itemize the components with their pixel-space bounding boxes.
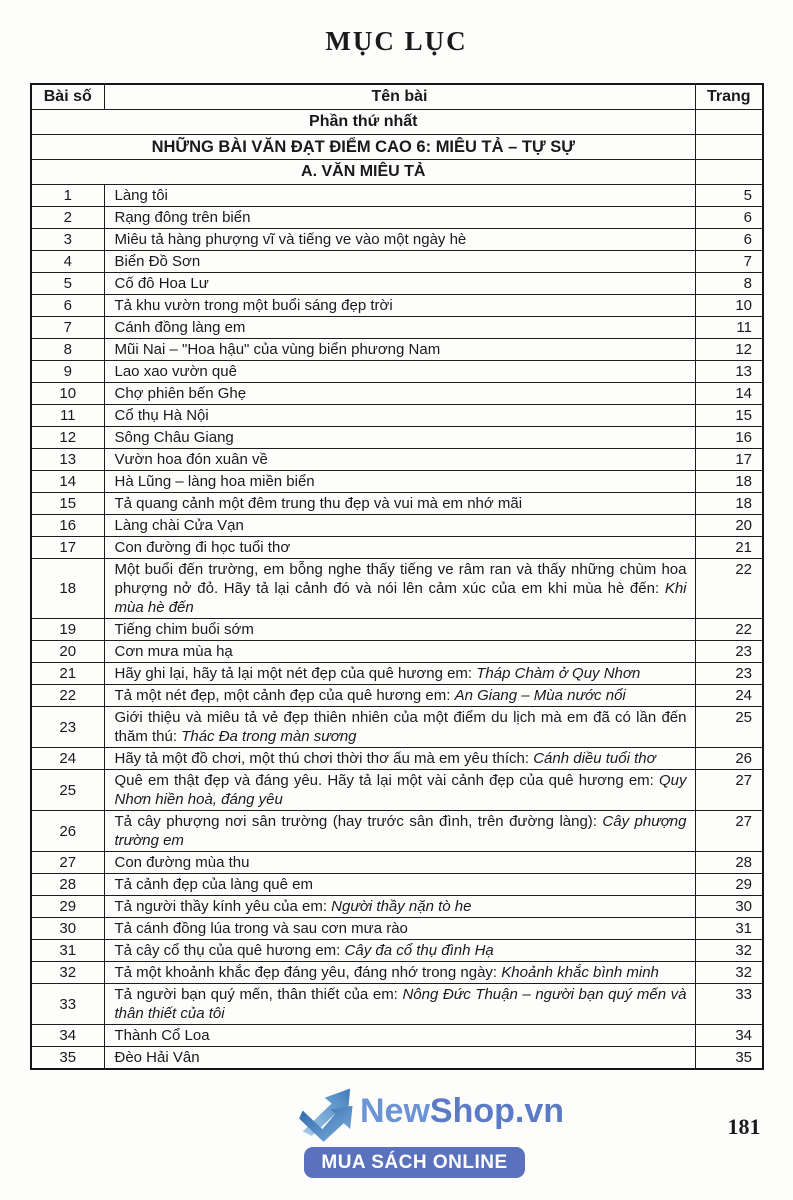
- table-header-row: [31, 84, 763, 110]
- row-title: Miêu tả hàng phượng vĩ và tiếng ve vào một ngày hè: [104, 229, 695, 251]
- row-title-italic: Khoảnh khắc bình minh: [501, 964, 659, 981]
- row-number: 23: [31, 707, 104, 748]
- row-number: 15: [31, 493, 104, 515]
- table-row: [31, 663, 763, 685]
- table-row: [31, 641, 763, 663]
- row-title: Rạng đông trên biển: [104, 207, 695, 229]
- row-title: Hà Lũng – làng hoa miền biển: [104, 471, 695, 493]
- row-page: 18: [695, 471, 763, 493]
- row-page: 22: [695, 619, 763, 641]
- row-title: Đèo Hải Vân: [104, 1047, 695, 1070]
- header-trang: Trang: [695, 84, 763, 110]
- page-title: MỤC LỤC: [325, 26, 468, 56]
- row-page: 6: [695, 229, 763, 251]
- row-number: 10: [31, 383, 104, 405]
- row-page: 27: [695, 770, 763, 811]
- empty-cell: [695, 160, 763, 185]
- row-page: 32: [695, 940, 763, 962]
- row-number: 24: [31, 748, 104, 770]
- row-title: Tả cánh đồng lúa trong và sau cơn mưa rào: [104, 918, 695, 940]
- mua-sach-online-badge: MUA SÁCH ONLINE: [304, 1147, 525, 1178]
- row-number: 35: [31, 1047, 104, 1070]
- row-page: 32: [695, 962, 763, 984]
- row-title: Tả quang cảnh một đêm trung thu đẹp và vui mà em nhớ mãi: [104, 493, 695, 515]
- row-title-italic: Tháp Chàm ở Quy Nhơn: [476, 665, 641, 682]
- row-title-italic: Nông Đức Thuận – người bạn quý mến và thân thiết của tôi: [114, 986, 687, 1022]
- row-number: 33: [31, 984, 104, 1025]
- row-title: Cố đô Hoa Lư: [104, 273, 695, 295]
- row-page: 24: [695, 685, 763, 707]
- row-page: 17: [695, 449, 763, 471]
- row-title-italic: Cây phượng trường em: [114, 813, 687, 849]
- row-title: Tả một khoảnh khắc đẹp đáng yêu, đáng nhớ trong ngày: Khoảnh khắc bình minh: [104, 962, 695, 984]
- row-page: 25: [695, 707, 763, 748]
- row-page: 22: [695, 559, 763, 619]
- table-row: [31, 185, 763, 207]
- row-page: 33: [695, 984, 763, 1025]
- row-number: 1: [31, 185, 104, 207]
- row-page: 27: [695, 811, 763, 852]
- row-title: Con đường đi học tuổi thơ: [104, 537, 695, 559]
- table-row: [31, 852, 763, 874]
- row-title: Tiếng chim buổi sớm: [104, 619, 695, 641]
- row-title: Cổ thụ Hà Nội: [104, 405, 695, 427]
- section-main-title: NHỮNG BÀI VĂN ĐẠT ĐIỂM CAO 6: MIÊU TẢ – TỰ SỰ: [31, 135, 695, 160]
- row-title: Lao xao vườn quê: [104, 361, 695, 383]
- row-page: 11: [695, 317, 763, 339]
- table-row: [31, 383, 763, 405]
- logo-word-new: New: [360, 1092, 430, 1130]
- empty-cell: [695, 135, 763, 160]
- row-page: 13: [695, 361, 763, 383]
- table-row: [31, 874, 763, 896]
- row-page: 20: [695, 515, 763, 537]
- row-title-italic: Cây đa cổ thụ đình Hạ: [344, 942, 494, 959]
- row-title-italic: An Giang – Mùa nước nổi: [454, 687, 626, 704]
- row-number: 3: [31, 229, 104, 251]
- row-title-italic: Khi mùa hè đến: [114, 580, 687, 616]
- row-title: Tả người bạn quý mến, thân thiết của em: Nông Đức Thuận – người bạn quý mến và thân thiết của tôi: [104, 984, 695, 1025]
- row-title: Cơn mưa mùa hạ: [104, 641, 695, 663]
- row-number: 22: [31, 685, 104, 707]
- row-title: Sông Châu Giang: [104, 427, 695, 449]
- table-row: [31, 1047, 763, 1070]
- row-title: Biển Đồ Sơn: [104, 251, 695, 273]
- row-number: 6: [31, 295, 104, 317]
- toc-table: [30, 83, 764, 1070]
- row-title-italic: Cánh diều tuổi thơ: [533, 750, 656, 767]
- table-row: [31, 962, 763, 984]
- logo-word-shop: Shop.vn: [429, 1092, 565, 1130]
- row-number: 34: [31, 1025, 104, 1047]
- row-page: 8: [695, 273, 763, 295]
- table-row: [31, 918, 763, 940]
- table-row: [31, 493, 763, 515]
- table-row: [31, 685, 763, 707]
- section-row: [31, 135, 763, 160]
- row-page: 34: [695, 1025, 763, 1047]
- row-number: 8: [31, 339, 104, 361]
- row-number: 16: [31, 515, 104, 537]
- row-number: 14: [31, 471, 104, 493]
- row-title-italic: Thác Đa trong màn sương: [181, 728, 357, 745]
- row-title: Thành Cổ Loa: [104, 1025, 695, 1047]
- row-page: 15: [695, 405, 763, 427]
- row-number: 25: [31, 770, 104, 811]
- row-title: Con đường mùa thu: [104, 852, 695, 874]
- row-page: 5: [695, 185, 763, 207]
- row-title: Tả khu vườn trong một buổi sáng đẹp trời: [104, 295, 695, 317]
- row-number: 29: [31, 896, 104, 918]
- row-number: 13: [31, 449, 104, 471]
- table-row: [31, 229, 763, 251]
- row-number: 21: [31, 663, 104, 685]
- table-row: [31, 811, 763, 852]
- row-number: 2: [31, 207, 104, 229]
- table-row: [31, 317, 763, 339]
- newshop-logo: [296, 1085, 564, 1143]
- row-page: 23: [695, 641, 763, 663]
- row-title: Một buổi đến trường, em bỗng nghe thấy tiếng ve râm ran và thấy những chùm hoa phượng nở đỏ. Hãy tả lại cảnh đó và nói lên cảm xúc của em khi mùa hè đến: Khi mùa hè đến: [104, 559, 695, 619]
- page-number: 181: [727, 1114, 761, 1139]
- row-title-italic: Quy Nhơn hiền hoà, đáng yêu: [114, 772, 687, 808]
- row-page: 16: [695, 427, 763, 449]
- row-number: 28: [31, 874, 104, 896]
- row-page: 14: [695, 383, 763, 405]
- row-number: 11: [31, 405, 104, 427]
- table-row: [31, 707, 763, 748]
- table-row: [31, 207, 763, 229]
- table-row: [31, 619, 763, 641]
- row-title: Hãy tả một đồ chơi, một thú chơi thời thơ ấu mà em yêu thích: Cánh diều tuổi thơ: [104, 748, 695, 770]
- row-number: 31: [31, 940, 104, 962]
- row-title: Hãy ghi lại, hãy tả lại một nét đẹp của quê hương em: Tháp Chàm ở Quy Nhơn: [104, 663, 695, 685]
- row-number: 20: [31, 641, 104, 663]
- row-page: 31: [695, 918, 763, 940]
- row-title: Tả người thầy kính yêu của em: Người thầy nặn tò he: [104, 896, 695, 918]
- row-title: Vườn hoa đón xuân về: [104, 449, 695, 471]
- header-bai-so: Bài số: [31, 84, 104, 110]
- table-row: [31, 559, 763, 619]
- section-part-title: Phần thứ nhất: [31, 110, 695, 135]
- row-page: 12: [695, 339, 763, 361]
- table-row: [31, 361, 763, 383]
- table-row: [31, 251, 763, 273]
- table-row: [31, 896, 763, 918]
- row-number: 19: [31, 619, 104, 641]
- section-subsection-title: A. VĂN MIÊU TẢ: [31, 160, 695, 185]
- row-number: 30: [31, 918, 104, 940]
- table-row: [31, 940, 763, 962]
- row-number: 4: [31, 251, 104, 273]
- table-row: [31, 405, 763, 427]
- row-title: Tả một nét đẹp, một cảnh đẹp của quê hương em: An Giang – Mùa nước nổi: [104, 685, 695, 707]
- row-title: Tả cây cổ thụ của quê hương em: Cây đa cổ thụ đình Hạ: [104, 940, 695, 962]
- row-page: 26: [695, 748, 763, 770]
- row-title: Quê em thật đẹp và đáng yêu. Hãy tả lại một vài cảnh đẹp của quê hương em: Quy Nhơn hiền hoà, đáng yêu: [104, 770, 695, 811]
- row-page: 35: [695, 1047, 763, 1070]
- table-row: [31, 984, 763, 1025]
- row-title: Mũi Nai – "Hoa hậu" của vùng biển phương Nam: [104, 339, 695, 361]
- row-number: 27: [31, 852, 104, 874]
- empty-cell: [695, 110, 763, 135]
- table-row: [31, 427, 763, 449]
- row-page: 28: [695, 852, 763, 874]
- section-row: [31, 110, 763, 135]
- row-title: Tả cây phượng nơi sân trường (hay trước sân đình, trên đường làng): Cây phượng trường em: [104, 811, 695, 852]
- header-ten-bai: Tên bài: [104, 84, 695, 110]
- row-number: 18: [31, 559, 104, 619]
- newshop-arrow-icon: [296, 1085, 358, 1143]
- row-title-italic: Người thầy nặn tò he: [331, 898, 472, 915]
- table-row: [31, 770, 763, 811]
- row-number: 5: [31, 273, 104, 295]
- row-title: Giới thiệu và miêu tả vẻ đẹp thiên nhiên của một điểm du lịch mà em đã có lần đến thăm thú: Thác Đa trong màn sương: [104, 707, 695, 748]
- row-number: 32: [31, 962, 104, 984]
- row-number: 7: [31, 317, 104, 339]
- row-page: 7: [695, 251, 763, 273]
- table-row: [31, 515, 763, 537]
- table-row: [31, 537, 763, 559]
- table-row: [31, 273, 763, 295]
- row-number: 17: [31, 537, 104, 559]
- row-page: 18: [695, 493, 763, 515]
- row-title: Cánh đồng làng em: [104, 317, 695, 339]
- row-number: 9: [31, 361, 104, 383]
- row-title: Chợ phiên bến Ghẹ: [104, 383, 695, 405]
- table-row: [31, 471, 763, 493]
- table-row: [31, 295, 763, 317]
- row-title: Làng chài Cửa Vạn: [104, 515, 695, 537]
- table-row: [31, 1025, 763, 1047]
- row-title: Làng tôi: [104, 185, 695, 207]
- row-page: 10: [695, 295, 763, 317]
- table-row: [31, 748, 763, 770]
- row-page: 29: [695, 874, 763, 896]
- table-row: [31, 449, 763, 471]
- section-row: [31, 160, 763, 185]
- row-number: 12: [31, 427, 104, 449]
- newshop-logo-text: [360, 1094, 564, 1128]
- table-row: [31, 339, 763, 361]
- row-page: 6: [695, 207, 763, 229]
- row-title: Tả cảnh đẹp của làng quê em: [104, 874, 695, 896]
- row-page: 23: [695, 663, 763, 685]
- row-page: 30: [695, 896, 763, 918]
- row-page: 21: [695, 537, 763, 559]
- row-number: 26: [31, 811, 104, 852]
